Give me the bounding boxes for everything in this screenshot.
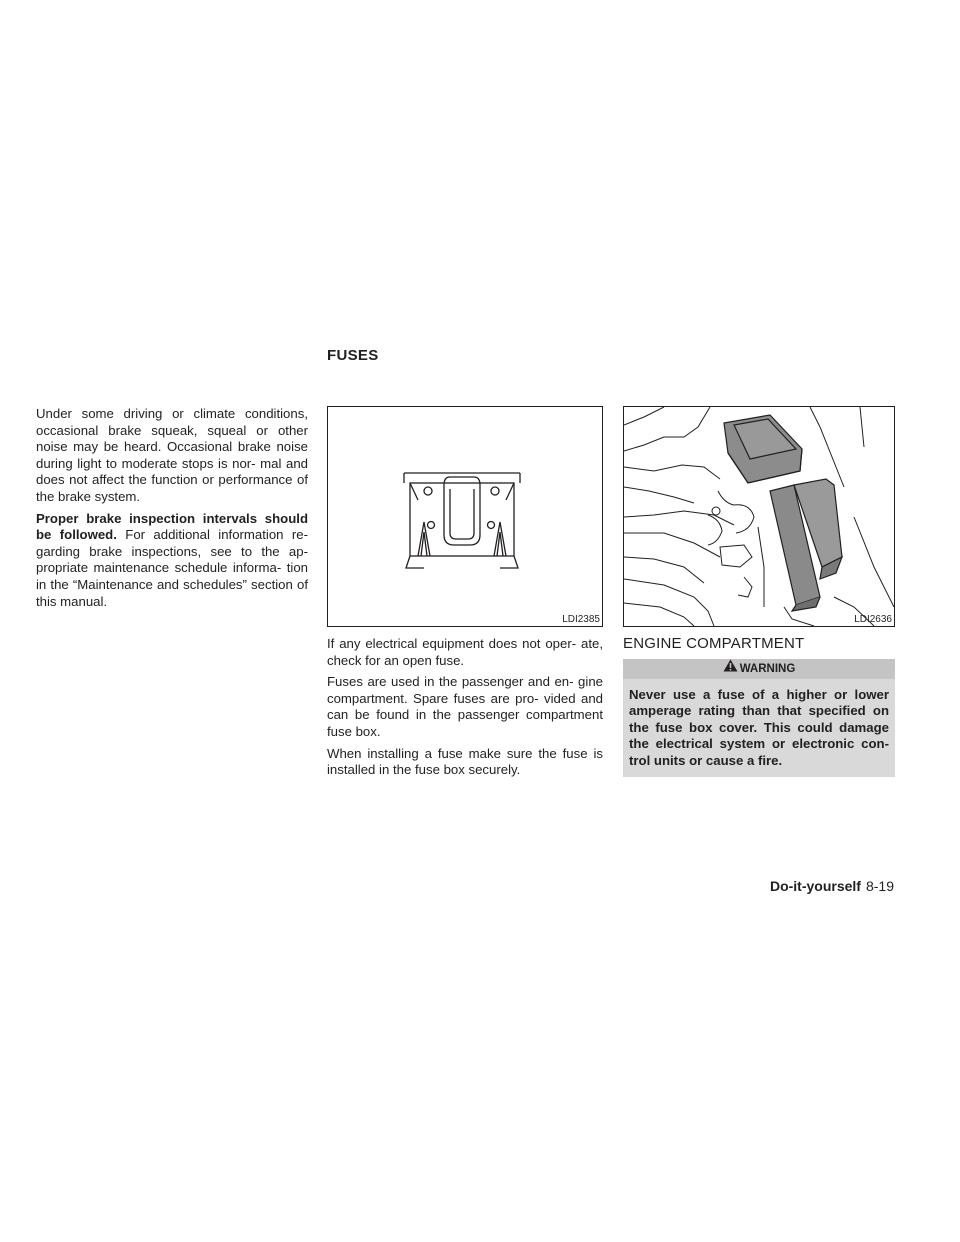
fuse-illustration [327, 406, 603, 627]
warning-label: WARNING [739, 662, 796, 675]
chapter-title: Do-it-yourself [769, 878, 861, 894]
brake-noise-column [36, 406, 308, 615]
brake-inspection-paragraph [36, 511, 308, 611]
fuse-install-paragraph: When installing a fuse make sure the fuse is installed in the fuse box securely. [327, 745, 603, 778]
warning-header [623, 659, 895, 679]
warning-box [623, 659, 895, 777]
fuse-location-paragraph: Fuses are used in the passenger and en- gine compartment. Spare fuses are pro- vided and can be found in the passenger compartment fuse box. [327, 674, 603, 739]
fuse-intro-column [327, 636, 603, 784]
blade-fuse-drawing [328, 407, 602, 626]
warning-text: Never use a fuse of a higher or lower amperage rating than that specified on the fuse box cover. This could damage the electrical system or electronic con- trol units or cause a fire. [629, 686, 889, 768]
page-number: 8-19 [865, 878, 894, 894]
warning-triangle-icon [723, 659, 738, 679]
engine-compartment-heading: ENGINE COMPARTMENT [623, 635, 805, 652]
open-fuse-paragraph: If any electrical equipment does not oper- ate, check for an open fuse. [327, 636, 603, 668]
engine-fuse-box-photo [623, 406, 895, 627]
figure-code: LDI2636 [854, 614, 892, 625]
figure-code: LDI2385 [562, 614, 600, 625]
section-title: FUSES [327, 347, 379, 364]
brake-inspection-text: For additional information re- garding brake inspections, see to the ap- propriate maintenance schedule informa- tion in the “Maintenance and schedules” section of this manual. [36, 527, 308, 609]
page-footer [770, 878, 894, 894]
brake-noise-paragraph: Under some driving or climate conditions, occasional brake squeak, squeal or other noise may be heard. Occasional brake noise during light to moderate stops is nor- mal and does not affect the function or performance of the brake system. [36, 406, 308, 504]
brake-inspection-emphasis: Proper brake inspection intervals should be followed. [36, 510, 308, 543]
engine-compartment-drawing [624, 407, 894, 626]
engine-compartment-column [623, 636, 895, 777]
